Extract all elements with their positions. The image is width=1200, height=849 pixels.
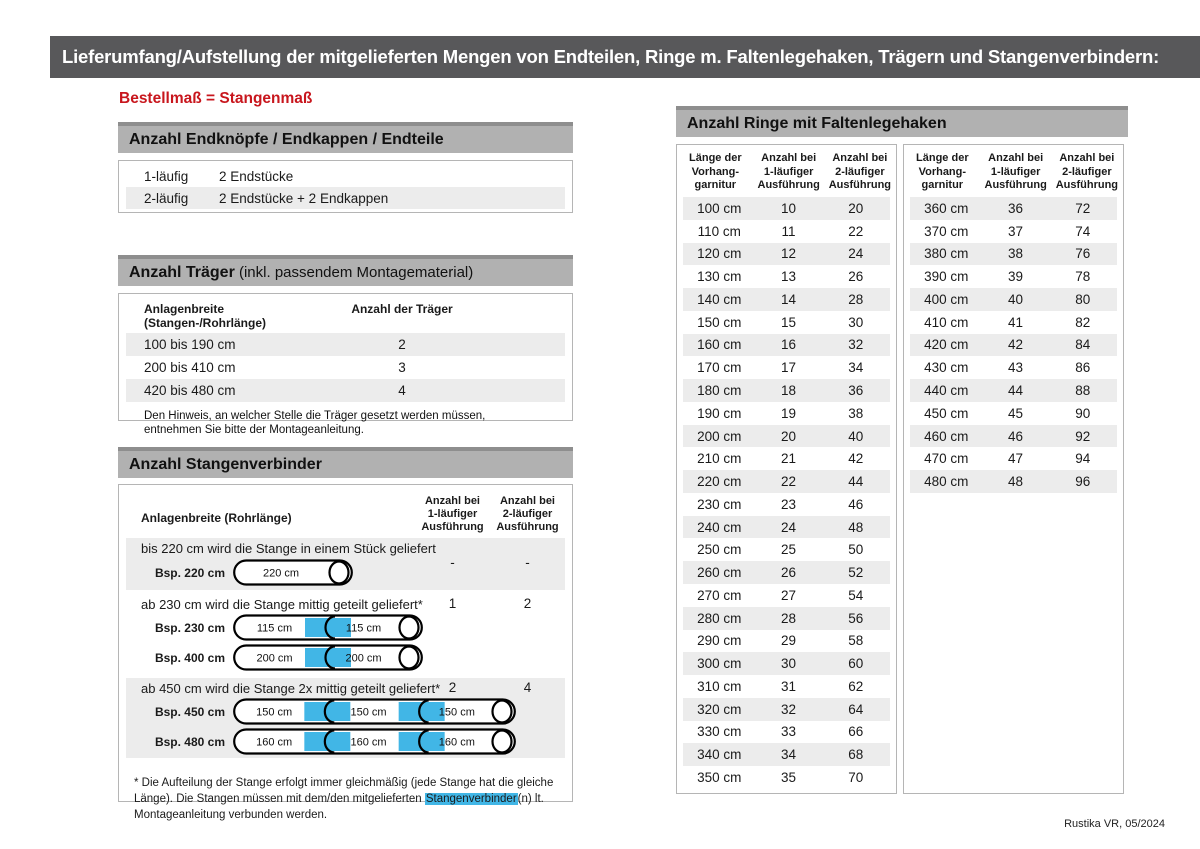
rings-1-laufig-cell: 12 bbox=[781, 246, 797, 262]
endteile-row bbox=[126, 187, 565, 209]
svg-text:160 cm: 160 cm bbox=[350, 736, 387, 749]
garnitur-length-cell: 120 cm bbox=[697, 246, 742, 262]
svg-text:150 cm: 150 cm bbox=[438, 706, 475, 719]
ring-table-row bbox=[683, 447, 890, 470]
ring-table-row bbox=[683, 470, 890, 493]
rod-example-row bbox=[133, 698, 516, 725]
ring-table-row bbox=[683, 197, 890, 220]
rings-1-laufig-cell: 46 bbox=[1008, 428, 1024, 444]
rings-2-laufig-cell: 64 bbox=[848, 701, 864, 717]
svg-text:150 cm: 150 cm bbox=[256, 706, 293, 719]
stangenverbinder-highlight: Stangenverbinder bbox=[425, 792, 517, 805]
garnitur-length-cell: 370 cm bbox=[924, 223, 969, 239]
rings-2-laufig-cell: 56 bbox=[848, 610, 864, 626]
rings-1-laufig-cell: 26 bbox=[781, 565, 797, 581]
endteile-rows bbox=[119, 161, 572, 209]
garnitur-length-cell: 250 cm bbox=[697, 542, 742, 558]
rod-example-label: Bsp. 480 cm bbox=[154, 734, 225, 749]
traeger-row bbox=[126, 356, 565, 379]
garnitur-length-cell: 300 cm bbox=[697, 656, 742, 672]
garnitur-length-cell: 160 cm bbox=[697, 337, 742, 353]
garnitur-length-cell: 480 cm bbox=[924, 474, 969, 490]
rings-2-laufig-cell: 26 bbox=[848, 269, 864, 285]
count-1-laufig: 2 bbox=[448, 680, 457, 695]
ring-table-row bbox=[683, 334, 890, 357]
garnitur-length-cell: 420 cm bbox=[924, 337, 969, 353]
rings-1-laufig-cell: 33 bbox=[781, 724, 797, 740]
rings-1-laufig-cell: 47 bbox=[1008, 451, 1024, 467]
garnitur-length-cell: 430 cm bbox=[924, 360, 969, 376]
svg-text:115 cm: 115 cm bbox=[256, 622, 293, 635]
rings-table-1 bbox=[676, 144, 897, 794]
count-2-laufig: 2 bbox=[523, 596, 532, 611]
rings-2-laufig-cell: 62 bbox=[848, 678, 864, 694]
garnitur-length-cell: 460 cm bbox=[924, 428, 969, 444]
rings-2-laufig-cell: 88 bbox=[1075, 383, 1091, 398]
rings-2-laufig-cell: 22 bbox=[848, 223, 864, 239]
rod-example-label: Bsp. 230 cm bbox=[154, 620, 225, 635]
garnitur-length-cell: 220 cm bbox=[697, 474, 742, 490]
svg-text:200 cm: 200 cm bbox=[256, 652, 293, 665]
ring-table-row bbox=[683, 652, 890, 675]
traeger-header-row bbox=[119, 294, 572, 333]
rings-2-laufig-cell: 76 bbox=[1075, 246, 1091, 262]
rod-diagram bbox=[233, 644, 423, 671]
rod-diagram bbox=[233, 728, 516, 755]
width-range-cell: 420 bis 480 cm bbox=[144, 383, 236, 398]
rings-1-laufig-cell: 31 bbox=[781, 678, 797, 694]
svg-text:220 cm: 220 cm bbox=[262, 567, 300, 580]
ring-table-row bbox=[683, 265, 890, 288]
count-1-laufig: 1 bbox=[448, 596, 457, 611]
rings-1-laufig-cell: 23 bbox=[781, 496, 797, 512]
col-header-rohrlaenge: Anlagenbreite (Rohrlänge) bbox=[141, 511, 292, 525]
garnitur-length-cell: 190 cm bbox=[697, 405, 742, 421]
ring-table-row bbox=[910, 197, 1117, 220]
svg-text:115 cm: 115 cm bbox=[345, 622, 382, 635]
ring-table-row bbox=[910, 379, 1117, 402]
traeger-row bbox=[126, 379, 565, 402]
ring-table-row bbox=[910, 311, 1117, 334]
rings-1-laufig-cell: 14 bbox=[781, 291, 797, 307]
garnitur-length-cell: 200 cm bbox=[697, 428, 742, 444]
garnitur-length-cell: 240 cm bbox=[697, 519, 742, 535]
col-header-1-laufig: Anzahl bei 1-läufiger Ausführung bbox=[421, 495, 484, 533]
svg-text:150 cm: 150 cm bbox=[350, 706, 387, 719]
rings-1-laufig-cell: 13 bbox=[781, 269, 797, 285]
traeger-row bbox=[126, 333, 565, 356]
rings-2-laufig-cell: 86 bbox=[1075, 360, 1091, 376]
rings-2-laufig-cell: 90 bbox=[1075, 405, 1091, 421]
garnitur-length-cell: 340 cm bbox=[697, 747, 742, 763]
ring-table-row bbox=[910, 402, 1117, 425]
rings-1-laufig-cell: 11 bbox=[781, 223, 796, 239]
rings-2-laufig-cell: 92 bbox=[1075, 428, 1091, 444]
ring-table-row bbox=[683, 402, 890, 425]
garnitur-length-cell: 400 cm bbox=[924, 291, 969, 307]
col-header-anzahl-traeger: Anzahl der Träger bbox=[351, 302, 453, 316]
rings-2-laufig-cell: 84 bbox=[1075, 337, 1091, 353]
rings-2-laufig-cell: 70 bbox=[848, 770, 864, 786]
traeger-heading-bold: Anzahl Träger bbox=[129, 264, 235, 281]
page-title: Lieferumfang/Aufstellung der mitgelieferten Mengen von Endteilen, Ringe m. Faltenlegehaken, Trägern und Stangenverbindern: bbox=[50, 36, 1200, 78]
rings-1-laufig-cell: 45 bbox=[1008, 405, 1024, 421]
garnitur-length-cell: 410 cm bbox=[924, 314, 969, 330]
svg-text:160 cm: 160 cm bbox=[438, 736, 475, 749]
ring-table-row bbox=[910, 356, 1117, 379]
ring-table-row bbox=[683, 698, 890, 721]
garnitur-length-cell: 210 cm bbox=[697, 451, 742, 467]
garnitur-length-cell: 150 cm bbox=[697, 314, 742, 330]
ring-table-row bbox=[910, 470, 1117, 493]
rings-1-laufig-cell: 44 bbox=[1008, 383, 1024, 398]
ring-table-row bbox=[683, 356, 890, 379]
rings-2-laufig-cell: 28 bbox=[848, 291, 864, 307]
traeger-count-cell: 4 bbox=[398, 383, 406, 398]
group-title: bis 220 cm wird die Stange in einem Stück geliefert bbox=[141, 541, 436, 556]
col-header-2-laufig: Anzahl bei 2-läufiger Ausführung bbox=[496, 495, 559, 533]
col-header-laenge: Länge der Vorhang- garnitur bbox=[689, 152, 742, 191]
ring-table-row bbox=[683, 721, 890, 744]
garnitur-length-cell: 390 cm bbox=[924, 269, 969, 285]
count-2-laufig: - bbox=[525, 555, 530, 570]
garnitur-length-cell: 140 cm bbox=[697, 291, 742, 307]
endteile-table bbox=[118, 160, 573, 213]
ring-table-row bbox=[683, 516, 890, 539]
rings-1-laufig-cell: 25 bbox=[781, 542, 797, 558]
lauf-type-label: 1-läufig bbox=[144, 168, 189, 184]
rings-1-laufig-cell: 16 bbox=[781, 337, 797, 353]
rings-1-laufig-cell: 24 bbox=[781, 519, 797, 535]
rings-1-laufig-cell: 27 bbox=[781, 587, 797, 603]
garnitur-length-cell: 440 cm bbox=[924, 383, 969, 398]
garnitur-length-cell: 330 cm bbox=[697, 724, 742, 740]
ring-table-row bbox=[910, 265, 1117, 288]
rings-2-laufig-cell: 74 bbox=[1075, 223, 1091, 239]
garnitur-length-cell: 320 cm bbox=[697, 701, 742, 717]
ring-table-row bbox=[683, 288, 890, 311]
endteile-value: 2 Endstücke + 2 Endkappen bbox=[219, 190, 389, 206]
rings-2-laufig-cell: 50 bbox=[848, 542, 864, 558]
rings-2-laufig-cell: 80 bbox=[1075, 291, 1091, 307]
order-size-note: Bestellmaß = Stangenmaß bbox=[119, 90, 313, 107]
col-header-1-laufig: Anzahl bei 1-läufiger Ausführung bbox=[757, 152, 820, 191]
section-header-stangenverbinder: Anzahl Stangenverbinder bbox=[118, 447, 573, 478]
rings-2-laufig-cell: 58 bbox=[848, 633, 864, 649]
rings-rows-2 bbox=[904, 197, 1123, 493]
rings-1-laufig-cell: 10 bbox=[781, 200, 797, 216]
rings-1-laufig-cell: 20 bbox=[781, 428, 797, 444]
rings-2-laufig-cell: 54 bbox=[848, 587, 864, 603]
svg-text:160 cm: 160 cm bbox=[256, 736, 293, 749]
garnitur-length-cell: 270 cm bbox=[697, 587, 742, 603]
rings-2-laufig-cell: 94 bbox=[1075, 451, 1091, 467]
rings-1-laufig-cell: 48 bbox=[1008, 474, 1024, 490]
rings-1-laufig-cell: 21 bbox=[781, 451, 797, 467]
verbinder-footnote: * Die Aufteilung der Stange erfolgt immer gleichmäßig (jede Stange hat die gleiche Länge). Die Stangen müssen mit dem/den mitgelieferten Stangenverbinder(n) lt. Montageanleitung verbunden werden. bbox=[134, 776, 554, 821]
rings-1-laufig-cell: 30 bbox=[781, 656, 797, 672]
count-2-laufig: 4 bbox=[523, 680, 532, 695]
rings-1-laufig-cell: 19 bbox=[781, 405, 797, 421]
rings-1-laufig-cell: 29 bbox=[781, 633, 797, 649]
lauf-type-label: 2-läufig bbox=[144, 190, 189, 206]
rings-2-laufig-cell: 44 bbox=[848, 474, 864, 490]
garnitur-length-cell: 470 cm bbox=[924, 451, 969, 467]
rings-2-laufig-cell: 52 bbox=[848, 565, 864, 581]
ring-table-row bbox=[683, 493, 890, 516]
group-title: ab 450 cm wird die Stange 2x mittig geteilt geliefert* bbox=[141, 681, 441, 696]
ring-table-row bbox=[683, 220, 890, 243]
rod-example-row bbox=[133, 614, 423, 641]
rings-2-laufig-cell: 40 bbox=[848, 428, 864, 444]
traeger-note: Den Hinweis, an welcher Stelle die Träger gesetzt werden müssen, entnehmen Sie bitte der Montageanleitung. bbox=[144, 410, 486, 436]
width-range-cell: 100 bis 190 cm bbox=[144, 337, 236, 352]
garnitur-length-cell: 360 cm bbox=[924, 200, 969, 216]
rings-1-laufig-cell: 41 bbox=[1008, 314, 1024, 330]
document-version: Rustika VR, 05/2024 bbox=[1064, 818, 1165, 830]
rings-2-laufig-cell: 36 bbox=[848, 383, 864, 398]
ring-table-row bbox=[683, 561, 890, 584]
garnitur-length-cell: 350 cm bbox=[697, 770, 742, 786]
traeger-rows bbox=[119, 333, 572, 402]
width-range-cell: 200 bis 410 cm bbox=[144, 360, 236, 375]
verbinder-group-bis-220 bbox=[126, 538, 565, 590]
rings-1-laufig-cell: 37 bbox=[1008, 223, 1024, 239]
section-header-endteile: Anzahl Endknöpfe / Endkappen / Endteile bbox=[118, 122, 573, 153]
ring-table-row bbox=[910, 243, 1117, 266]
traeger-count-cell: 2 bbox=[398, 337, 406, 352]
ring-table-row bbox=[683, 243, 890, 266]
garnitur-length-cell: 230 cm bbox=[697, 496, 742, 512]
count-1-laufig: - bbox=[450, 555, 455, 570]
traeger-heading-rest: (inkl. passendem Montagematerial) bbox=[234, 264, 474, 281]
rings-1-laufig-cell: 32 bbox=[781, 701, 797, 717]
rings-1-laufig-cell: 28 bbox=[781, 610, 797, 626]
rings-2-laufig-cell: 96 bbox=[1075, 474, 1091, 490]
rings-1-laufig-cell: 15 bbox=[781, 314, 797, 330]
rings-2-laufig-cell: 66 bbox=[848, 724, 864, 740]
traeger-count-cell: 3 bbox=[398, 360, 406, 375]
verbinder-group-ab-450 bbox=[126, 678, 565, 758]
rings-1-laufig-cell: 39 bbox=[1008, 269, 1024, 285]
rings-table-2-header bbox=[904, 145, 1123, 193]
col-header-anlagenbreite: Anlagenbreite (Stangen-/Rohrlänge) bbox=[144, 302, 266, 330]
ring-table-row bbox=[910, 220, 1117, 243]
rings-2-laufig-cell: 24 bbox=[848, 246, 864, 262]
ring-table-row bbox=[683, 630, 890, 653]
rod-example-row bbox=[133, 728, 516, 755]
ring-table-row bbox=[683, 675, 890, 698]
rod-diagram bbox=[233, 559, 353, 586]
garnitur-length-cell: 180 cm bbox=[697, 383, 742, 398]
endteile-value: 2 Endstücke bbox=[219, 168, 294, 184]
rings-2-laufig-cell: 38 bbox=[848, 405, 864, 421]
svg-text:200 cm: 200 cm bbox=[345, 652, 382, 665]
garnitur-length-cell: 290 cm bbox=[697, 633, 742, 649]
section-header-traeger bbox=[118, 255, 573, 286]
garnitur-length-cell: 170 cm bbox=[697, 360, 742, 376]
rings-2-laufig-cell: 20 bbox=[848, 200, 864, 216]
garnitur-length-cell: 280 cm bbox=[697, 610, 742, 626]
rod-example-label: Bsp. 400 cm bbox=[154, 650, 225, 665]
ring-table-row bbox=[683, 743, 890, 766]
rings-2-laufig-cell: 60 bbox=[848, 656, 864, 672]
rings-2-laufig-cell: 32 bbox=[848, 337, 864, 353]
rings-1-laufig-cell: 40 bbox=[1008, 291, 1024, 307]
ring-table-row bbox=[683, 311, 890, 334]
ring-table-row bbox=[683, 607, 890, 630]
ring-table-row bbox=[683, 766, 890, 789]
rings-1-laufig-cell: 17 bbox=[781, 360, 797, 376]
stangenverbinder-table bbox=[118, 484, 573, 821]
col-header-laenge: Länge der Vorhang- garnitur bbox=[916, 152, 969, 191]
col-header-2-laufig: Anzahl bei 2-läufiger Ausführung bbox=[828, 152, 892, 191]
rings-rows-1 bbox=[677, 197, 896, 789]
rings-2-laufig-cell: 72 bbox=[1075, 200, 1091, 216]
rings-2-laufig-cell: 82 bbox=[1075, 314, 1091, 330]
garnitur-length-cell: 260 cm bbox=[697, 565, 742, 581]
rings-1-laufig-cell: 43 bbox=[1008, 360, 1024, 376]
rings-2-laufig-cell: 48 bbox=[848, 519, 864, 535]
rod-diagram bbox=[233, 614, 423, 641]
ring-table-row bbox=[910, 288, 1117, 311]
rod-example-label: Bsp. 220 cm bbox=[154, 565, 225, 580]
ring-table-row bbox=[683, 425, 890, 448]
garnitur-length-cell: 380 cm bbox=[924, 246, 969, 262]
garnitur-length-cell: 130 cm bbox=[697, 269, 742, 285]
rings-1-laufig-cell: 36 bbox=[1008, 200, 1024, 216]
rings-1-laufig-cell: 18 bbox=[781, 383, 797, 398]
garnitur-length-cell: 100 cm bbox=[697, 200, 742, 216]
rings-2-laufig-cell: 42 bbox=[848, 451, 864, 467]
ring-table-row bbox=[910, 447, 1117, 470]
col-header-1-laufig: Anzahl bei 1-läufiger Ausführung bbox=[984, 152, 1047, 191]
rings-2-laufig-cell: 46 bbox=[848, 496, 864, 512]
rings-2-laufig-cell: 78 bbox=[1075, 269, 1091, 285]
rings-1-laufig-cell: 38 bbox=[1008, 246, 1024, 262]
rod-example-row bbox=[133, 644, 423, 671]
group-title: ab 230 cm wird die Stange mittig geteilt geliefert* bbox=[141, 597, 423, 612]
ring-table-row bbox=[683, 538, 890, 561]
verbinder-group-ab-230 bbox=[126, 594, 565, 674]
ring-table-row bbox=[910, 425, 1117, 448]
traeger-table bbox=[118, 293, 573, 436]
rings-1-laufig-cell: 35 bbox=[781, 770, 797, 786]
garnitur-length-cell: 450 cm bbox=[924, 405, 969, 421]
rings-2-laufig-cell: 68 bbox=[848, 747, 864, 763]
garnitur-length-cell: 310 cm bbox=[697, 678, 742, 694]
garnitur-length-cell: 110 cm bbox=[697, 223, 741, 239]
ring-table-row bbox=[910, 334, 1117, 357]
rod-diagram bbox=[233, 698, 516, 725]
rings-table-2 bbox=[903, 144, 1124, 794]
rings-1-laufig-cell: 22 bbox=[781, 474, 797, 490]
rings-table-1-header bbox=[677, 145, 896, 193]
rings-2-laufig-cell: 30 bbox=[848, 314, 864, 330]
section-header-ringe: Anzahl Ringe mit Faltenlegehaken bbox=[676, 106, 1128, 137]
rings-2-laufig-cell: 34 bbox=[848, 360, 864, 376]
ring-table-row bbox=[683, 584, 890, 607]
col-header-2-laufig: Anzahl bei 2-läufiger Ausführung bbox=[1055, 152, 1119, 191]
rings-1-laufig-cell: 42 bbox=[1008, 337, 1024, 353]
rod-example-label: Bsp. 450 cm bbox=[154, 704, 225, 719]
endteile-row bbox=[126, 165, 565, 187]
rings-1-laufig-cell: 34 bbox=[781, 747, 797, 763]
rod-example-row bbox=[133, 559, 353, 586]
ring-table-row bbox=[683, 379, 890, 402]
